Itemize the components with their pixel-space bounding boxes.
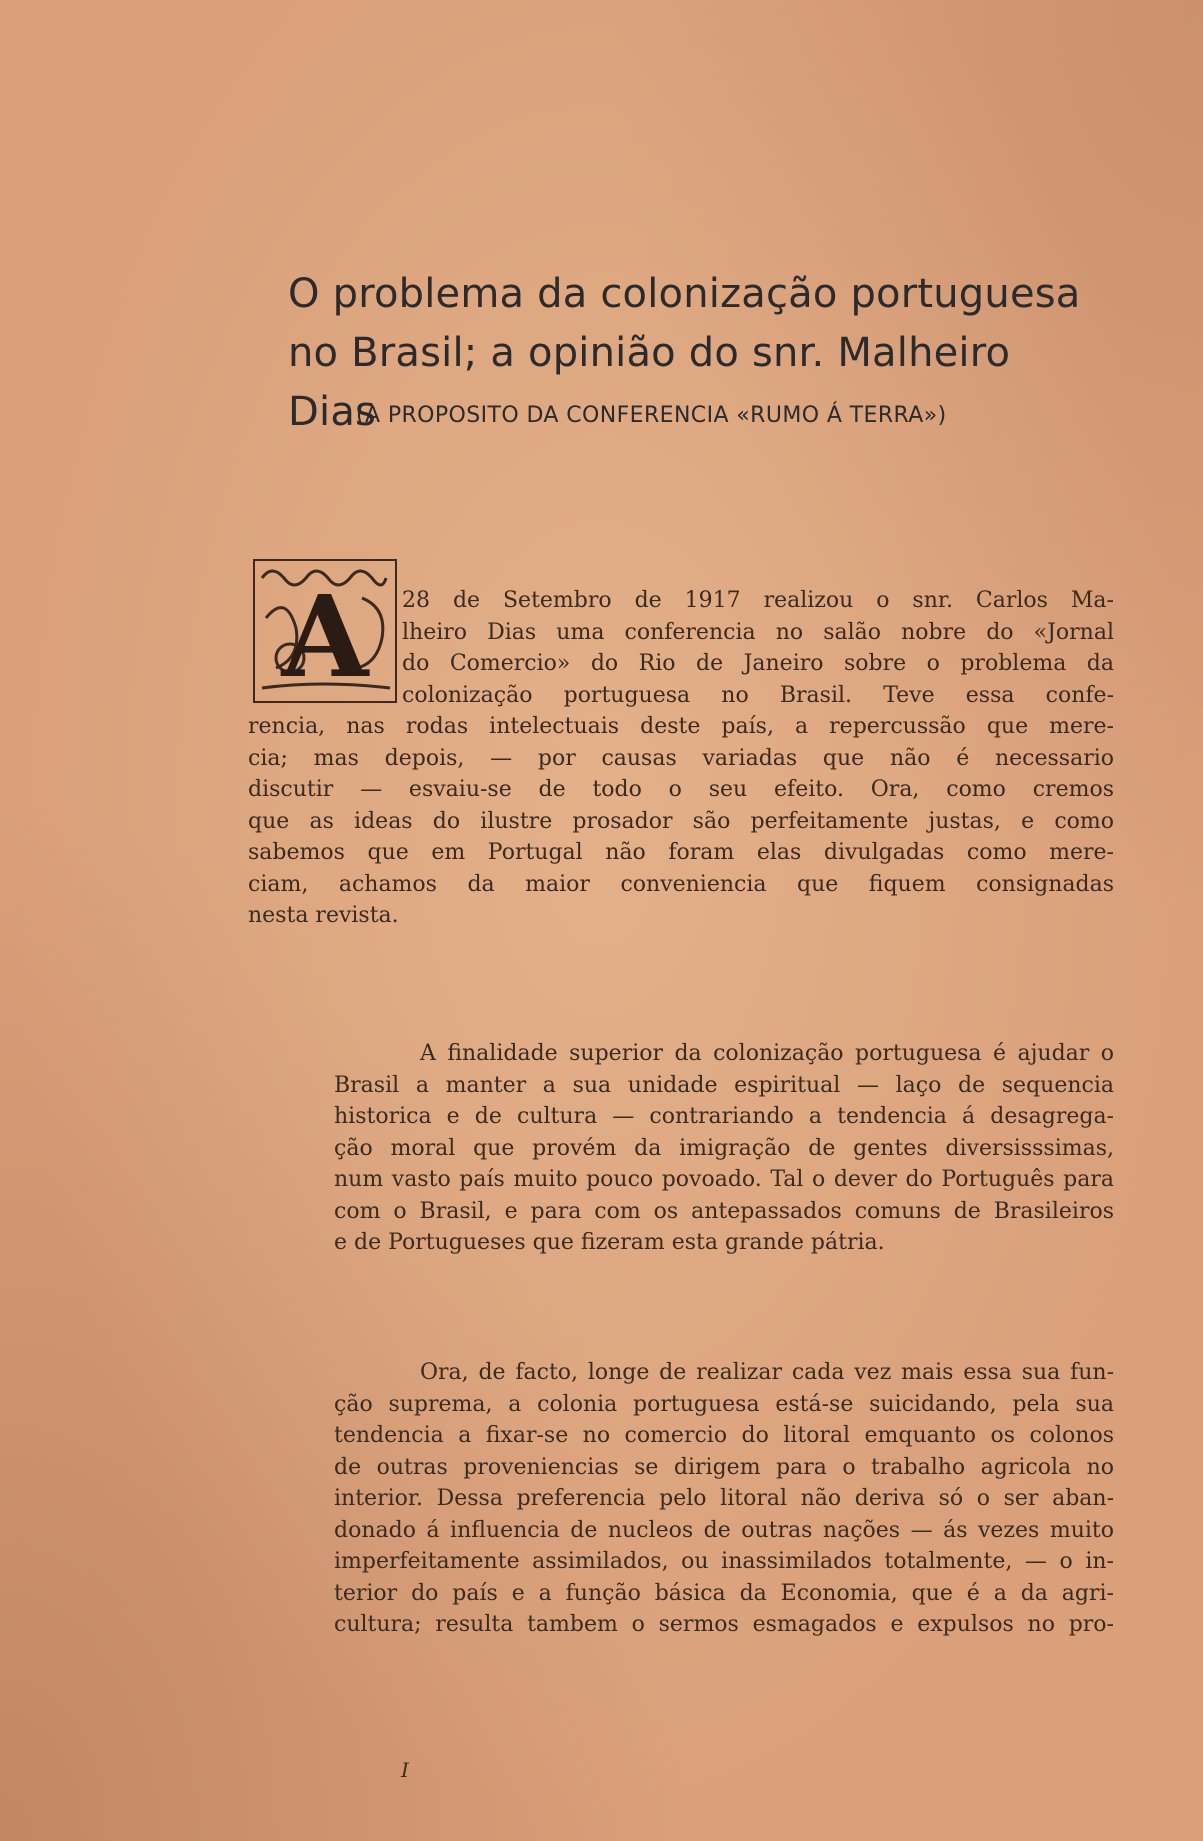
paragraph-3-line: terior do país e a função básica da Economia, que é a da agri- xyxy=(334,1580,1114,1606)
paragraph-1-line: 28 de Setembro de 1917 realizou o snr. Carlos Ma- xyxy=(402,588,1114,613)
paragraph-1-line: do Comercio» do Rio de Janeiro sobre o problema da xyxy=(402,651,1114,676)
paragraph-2-line: Brasil a manter a sua unidade espiritual — laço de sequencia xyxy=(334,1072,1114,1098)
paragraph-3-line: tendencia a fixar-se no comercio do litoral emquanto os colonos xyxy=(334,1423,1114,1448)
paragraph-3-line: interior. Dessa preferencia pelo litoral não deriva só o ser aban- xyxy=(334,1486,1114,1511)
article-subtitle: (A PROPOSITO DA CONFERENCIA «RUMO Á TERRA») xyxy=(356,403,947,428)
paragraph-1-line: sabemos que em Portugal não foram elas divulgadas como mere- xyxy=(248,840,1114,865)
paragraph-2-line: com o Brasil, e para com os antepassados comuns de Brasileiros xyxy=(334,1198,1114,1224)
paragraph-2-line: historica e de cultura — contrariando a tendencia á desagrega- xyxy=(334,1104,1114,1129)
paragraph-2-line: A finalidade superior da colonização portuguesa é ajudar o xyxy=(420,1041,1114,1066)
paragraph-1-line: lheiro Dias uma conferencia no salão nobre do «Jornal xyxy=(402,619,1114,645)
paragraph-1-line: que as ideas do ilustre prosador são perfeitamente justas, e como xyxy=(248,808,1114,834)
paragraph-2-line: num vasto país muito pouco povoado. Tal o dever do Português para xyxy=(334,1167,1114,1192)
dropcap-letter: A xyxy=(281,572,369,703)
paragraph-3-line: ção suprema, a colonia portuguesa está-se suicidando, pela sua xyxy=(334,1391,1114,1417)
paragraph-3-line: Ora, de facto, longe de realizar cada vez mais essa sua fun- xyxy=(420,1360,1114,1385)
title-line-2: no Brasil; a opinião do snr. Malheiro Dias xyxy=(288,329,1011,435)
paragraph-2-line: ção moral que provém da imigração de gentes diversisssimas, xyxy=(334,1135,1114,1161)
paragraph-3-line: cultura; resulta tambem o sermos esmagados e expulsos no pro- xyxy=(334,1612,1114,1637)
paragraph-1-line: colonização portuguesa no Brasil. Teve essa confe- xyxy=(402,682,1114,708)
paragraph-1-line: discutir — esvaiu-se de todo o seu efeito. Ora, como cremos xyxy=(248,777,1114,802)
title-line-1: O problema da colonização portuguesa xyxy=(288,270,1081,317)
paragraph-3 xyxy=(248,1357,1114,1641)
paragraph-1-line: ciam, achamos da maior conveniencia que fiquem consignadas xyxy=(248,871,1114,897)
paragraph-1-line: rencia, nas rodas intelectuais deste país, a repercussão que mere- xyxy=(248,714,1114,739)
paragraph-2 xyxy=(248,1038,1114,1259)
paragraph-3-line: donado á influencia de nucleos de outras nações — ás vezes muito xyxy=(334,1517,1114,1543)
paragraph-2-line: e de Portugueses que fizeram esta grande pátria. xyxy=(334,1230,885,1255)
paragraph-3-line: de outras proveniencias se dirigem para o trabalho agricola no xyxy=(334,1454,1114,1480)
paragraph-1 xyxy=(248,585,1114,932)
paragraph-3-line: imperfeitamente assimilados, ou inassimilados totalmente, — o in- xyxy=(334,1549,1114,1574)
page-folio: I xyxy=(401,1758,409,1782)
paragraph-1-line: nesta revista. xyxy=(248,903,399,928)
paragraph-1-line: cia; mas depois, — por causas variadas que não é necessario xyxy=(248,745,1114,771)
